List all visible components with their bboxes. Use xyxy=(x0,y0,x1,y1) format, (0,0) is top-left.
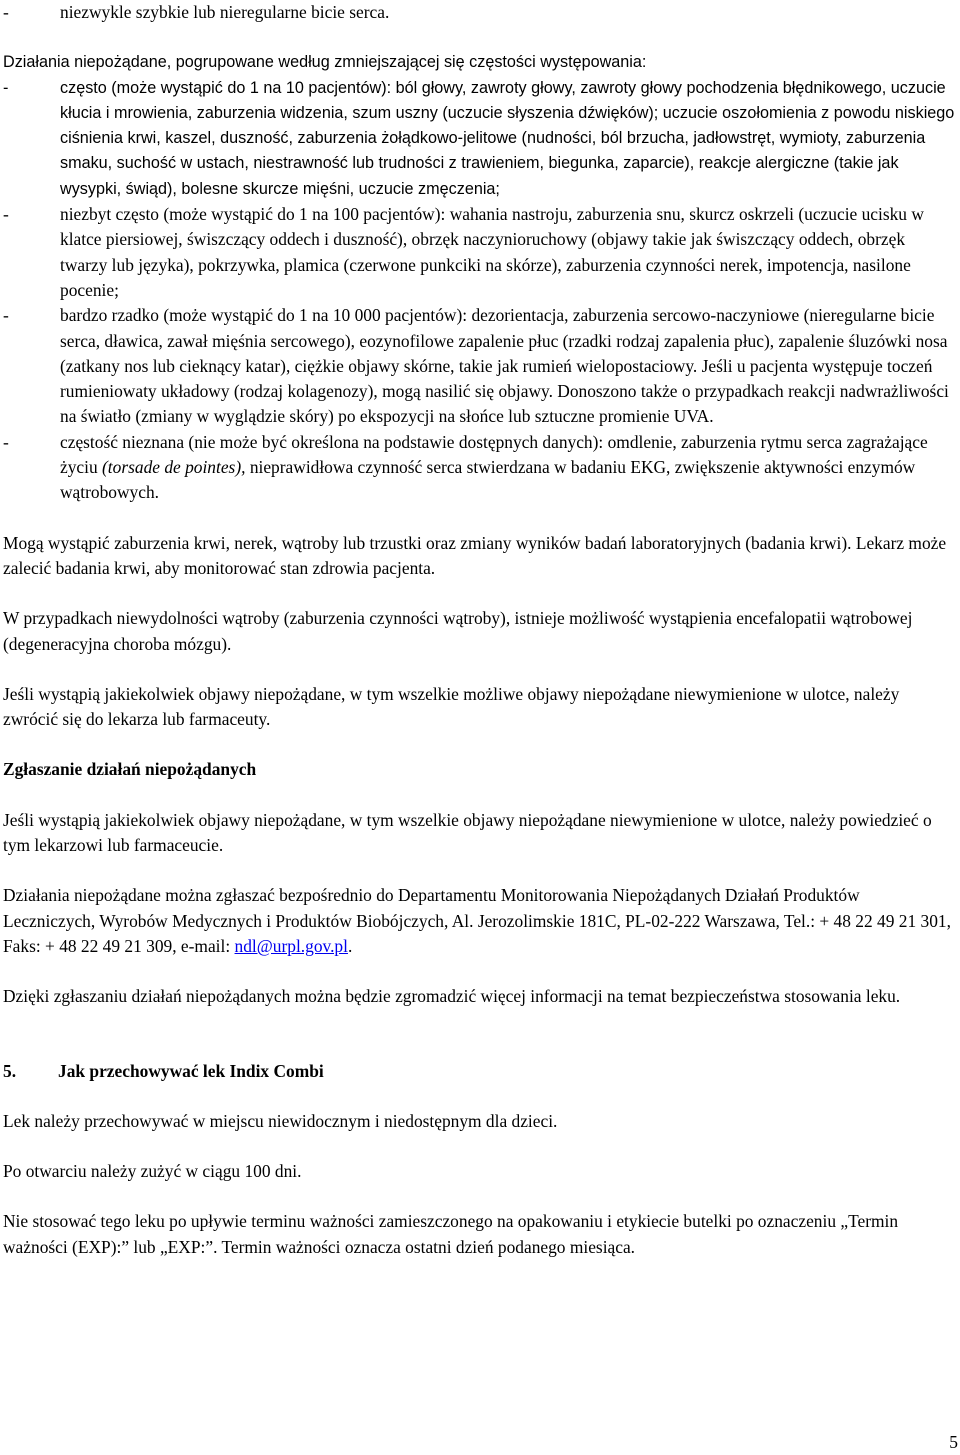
paragraph-storage-1: Lek należy przechowywać w miejscu niewidocznym i niedostępnym dla dzieci. xyxy=(3,1110,558,1131)
heading-reporting: Zgłaszanie działań niepożądanych xyxy=(3,759,257,780)
list-dash: - xyxy=(3,78,9,97)
page-number: 5 xyxy=(949,1432,958,1452)
paragraph-blood: Mogą wystąpić zaburzenia krwi, nerek, wątroby lub trzustki oraz zmiany wyników badań laboratoryjnych (badania krwi). Lekarz może zalecić badania krwi, aby monitorować stan zdrowia pacjenta. xyxy=(3,532,947,578)
list-item-text: bardzo rzadko (może wystąpić do 1 na 10 000 pacjentów): dezorientacja, zaburzenia sercowo-naczyniowe (nieregularne bicie serca, dławica, zawał mięśnia sercowego), eozynofilowe zapalenie płuc (rzadki rodzaj zapalenia płuc), zapalenie śluzówki nosa (zatkany nos lub cieknący katar), ciężkie objawy skórne, takie jak rumień wielopostaciowy. Jeśli u pacjenta występuje toczeń rumieniowaty układowy (rodzaj kolagenozy), mogą nasilić się objawy. Donoszono także o przypadkach reakcji nadwrażliwości na światło (zmiany w wyglądzie skóry) po ekspozycji na słońce lub sztuczne promienie UVA. xyxy=(60,305,949,427)
list-item-italic-term: (torsade de pointes), xyxy=(102,457,246,478)
list-item-uncommon xyxy=(3,202,955,303)
frequency-section xyxy=(3,50,955,202)
email-suffix: . xyxy=(347,935,353,956)
list-dash: - xyxy=(3,305,9,326)
list-item-heart-rhythm xyxy=(3,0,955,25)
paragraph-storage-3: Nie stosować tego leku po upływie terminu ważności zamieszczonego na opakowaniu i etykiecie butelki po oznaczeniu „Termin ważności (EXP):” lub „EXP:”. Termin ważności oznacza ostatni dzień podanego miesiąca. xyxy=(3,1211,899,1257)
list-item-common xyxy=(3,76,955,202)
list-dash: - xyxy=(3,204,9,225)
list-item-very-rare xyxy=(3,303,955,429)
list-item-text-part: nieprawidłowa czynność serca stwierdzana w badaniu EKG, zwiększenie aktywności enzymów wątrobowych. xyxy=(60,457,916,503)
list-item-text xyxy=(60,430,955,506)
paragraph-reporting-1: Jeśli wystąpią jakiekolwiek objawy niepożądane, w tym wszelkie objawy niepożądane niewymienione w ulotce, należy powiedzieć o tym lekarzowi lub farmaceucie. xyxy=(3,809,932,856)
reporting-address-text: Działania niepożądane można zgłaszać bezpośrednio do Departamentu Monitorowania Niepożądanych Działań Produktów Leczniczych, Wyrobów Medycznych i Produktów Biobójczych, Al. Jerozolimskie 181C, PL-02-222 Warszawa, Tel.: + 48 22 49 21 301, Faks: + 48 22 49 21 309, e-mail: xyxy=(3,885,951,956)
paragraph-storage-2: Po otwarciu należy zużyć w ciągu 100 dni. xyxy=(3,1161,302,1182)
paragraph-contact: Jeśli wystąpią jakiekolwiek objawy niepożądane, w tym wszelkie możliwe objawy niepożądane niewymienione w ulotce, należy zwrócić się do lekarza lub farmaceuty. xyxy=(3,683,900,730)
frequency-intro: Działania niepożądane, pogrupowane według zmniejszającej się częstości występowania: xyxy=(3,53,647,72)
list-dash: - xyxy=(3,431,9,452)
paragraph-reporting-3: Dzięki zgłaszaniu działań niepożądanych można będzie zgromadzić więcej informacji na temat bezpieczeństwa stosowania leku. xyxy=(3,986,901,1007)
email-link[interactable]: ndl@urpl.gov.pl xyxy=(234,935,348,956)
paragraph-liver: W przypadkach niewydolności wątroby (zaburzenia czynności wątroby), istnieje możliwość wystąpienia encefalopatii wątrobowej (degeneracyjna choroba mózgu). xyxy=(3,608,913,654)
list-item-text: niezbyt często (może wystąpić do 1 na 100 pacjentów): wahania nastroju, zaburzenia snu, skurcz oskrzeli (uczucie ucisku w klatce piersiowej, świszczący oddech i duszność), obrzęk naczynioruchowy (objawy takie jak świszczący oddech, obrzęk twarzy lub języka), pokrzywka, plamica (czerwone punkciki na skórze), zaburzenia czynności nerek, impotencja, nasilone pocenie; xyxy=(60,204,924,300)
leaflet-page xyxy=(3,0,955,1260)
list-dash: - xyxy=(3,2,9,22)
list-item-text: często (może wystąpić do 1 na 10 pacjentów): ból głowy, zawroty głowy, zawroty głowy pochodzenia błędnikowego, uczucie kłucia i mrowienia, zaburzenia widzenia, szum uszny (uczucie słyszenia dźwięków); uczucie oszołomienia z powodu niskiego ciśnienia krwi, kaszel, duszność, zaburzenia żołądkowo-jelitowe (nudności, ból brzucha, jadłowstręt, wymioty, zaburzenia smaku, suchość w ustach, niestrawność lub trudności z trawieniem, biegunka, zaparcie), reakcje alergiczne (takie jak wysypki, świąd), bolesne skurcze mięśni, uczucie zmęczenia; xyxy=(60,78,955,198)
list-item-text: niezwykle szybkie lub nieregularne bicie serca. xyxy=(60,2,390,22)
list-item-text-part: częstość nieznana (nie może być określona na podstawie dostępnych danych): omdlenie, zaburzenia rytmu serca zagrażające życiu xyxy=(60,431,928,478)
paragraph-reporting-2 xyxy=(3,883,955,959)
section-number: 5. xyxy=(3,1060,17,1081)
section-title: Jak przechowywać lek Indix Combi xyxy=(58,1060,324,1081)
list-item-unknown xyxy=(3,430,955,506)
section-heading xyxy=(3,1059,955,1084)
